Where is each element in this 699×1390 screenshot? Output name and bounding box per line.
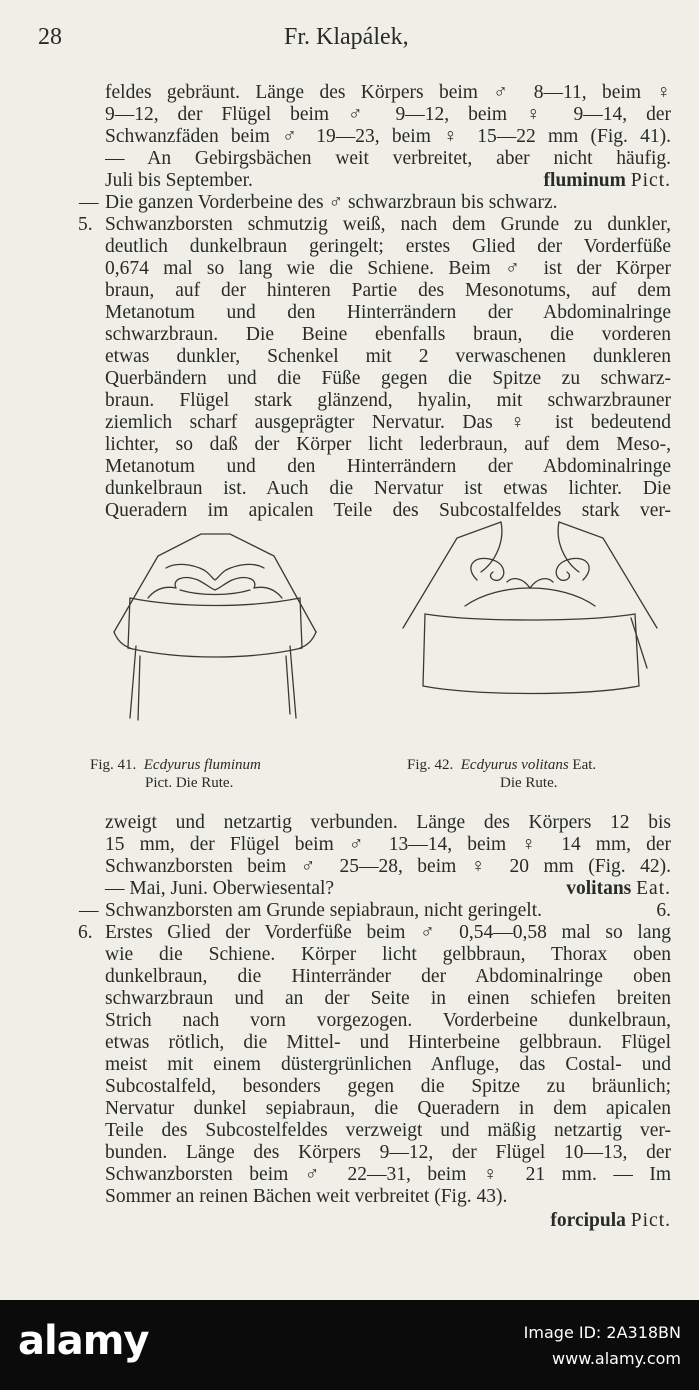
figure-41-drawing	[100, 528, 330, 738]
figure-42-caption: Fig. 42. Ecdyurus volitans Eat.	[407, 757, 597, 773]
key-number: 6.	[78, 922, 93, 943]
species-name: forcipula	[550, 1210, 626, 1231]
key-number: 5.	[78, 214, 93, 235]
watermark-info	[524, 1320, 681, 1372]
species-name: fluminum	[543, 170, 626, 191]
figure-41-caption: Fig. 41. Ecdyurus fluminum	[90, 757, 261, 773]
alamy-logo: alamy	[18, 1318, 149, 1364]
running-author: Fr. Klapálek,	[284, 24, 409, 50]
key-reference: 6.	[656, 900, 671, 921]
figure-41-caption-line2: Pict. Die Rute.	[145, 775, 234, 791]
image-id-label: Image ID: 2A318BN	[523, 1323, 681, 1342]
species-name: volitans	[566, 878, 632, 899]
page-number: 28	[38, 24, 62, 50]
book-page: 28 Fr. Klapálek, feldes gebräunt. Länge des Körpers beim ♂ 8—11, beim ♀ 9—12, der Flügel beim ♂ 9—12, beim ♀ 9—14, der Schwanzfäden beim ♂ 19—23, beim ♀ 15—22 mm (Fig. 41). — An Gebirgsbächen weit verbreitet, aber nicht häufig. Juli bis September. fluminum Pict. — Die ganzen Vorderbeine des ♂ schwarzbraun bis schwarz. 5. Schwanzborsten schmutzig weiß, nach dem Grunde zu dunkler, deutlich dunkelbraun geringelt; erstes Glied der Vorderfüße 0,674 mal so lang wie die Schiene. Beim ♂ ist der Körper braun, auf der hinteren Partie des Mesonotums, auf dem Metanotum und den Hinterrändern der Abdominalringe schwarzbraun. Die Beine ebenfalls braun, die vorderen etwas dunkler, Schenkel mit 2 verwaschenen dunkleren Querbändern und die Füße gegen die Spitze zu schwarz- braun. Flügel stark glänzend, hyalin, mit schwarzbrauner ziemlich scharf ausgeprägter Nervatur. Das ♀ ist bedeutend lichter, so daß der Körper licht lederbraun, auf dem Meso-, Metanotum und den Hinterrändern der Abdominalringe dunkelbraun ist. Auch die Nervatur ist etwas lichter. Die Queradern im apicalen Teile des Subcostalfeldes stark ver- Fig. 41. Ecdyurus fluminum Pict. Die Rute. Fig. 42. Ecdyurus volitans Eat. Die Rute. zweigt und netzartig verbunden. Länge des Körpers 12 bis 15 mm, der Flügel beim ♂ 13—14, beim ♀ 14 mm, der Schwanzborsten beim ♂ 25—28, beim ♀ 20 mm (Fig. 42). — Mai, Juni. Oberwiesental? volitans Eat. — Schwanzborsten am Grunde sepiabraun, nicht geringelt. 6. 6. Erstes Glied der Vorderfüße beim ♂ 0,54—0,58 mal so lang wie die Schiene. Körper licht gelbbraun, Thorax oben dunkelbraun, die Hinterränder der Abdominalringe oben schwarzbraun und an der Seite in einen schiefen breiten Strich nach vorn vorgezogen. Vorderbeine dunkelbraun, etwas rötlich, die Mittel- und Hinterbeine gelbbraun. Flügel meist mit einem düstergrünlichen Anfluge, das Costal- und Subcostalfeld, besonders gegen die Spitze zu bräunlich; Nervatur dunkel sepiabraun, die Queradern in dem apicalen Teile des Subcostelfeldes verzweigt und mäßig netzartig ver- bunden. Länge des Körpers 9—12, der Flügel 10—13, der Schwanzborsten beim ♂ 22—31, beim ♀ 21 mm. — Im Sommer an reinen Bächen weit verbreitet (Fig. 43). forcipula Pict.	[0, 0, 699, 1300]
figure-42-caption-line2: Die Rute.	[500, 775, 558, 791]
figure-42-drawing	[395, 518, 665, 738]
site-label: www.alamy.com	[552, 1349, 681, 1368]
species-author: Pict.	[630, 1210, 671, 1231]
page-header	[0, 24, 699, 54]
watermark-bar	[0, 1300, 699, 1390]
species-author: Pict.	[630, 170, 671, 191]
species-author: Eat.	[636, 878, 671, 899]
